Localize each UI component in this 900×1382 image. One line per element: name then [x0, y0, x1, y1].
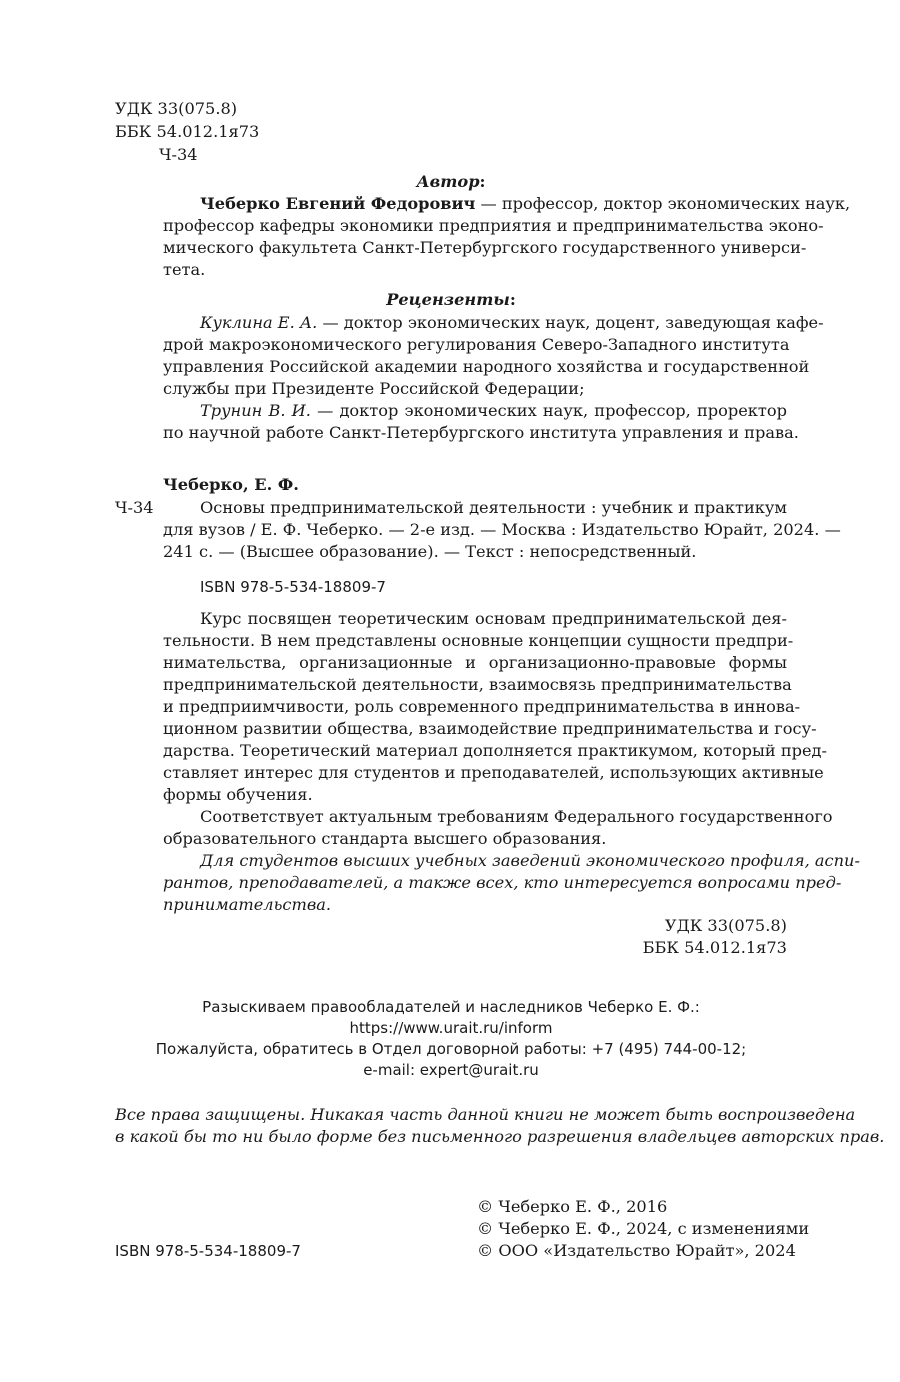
catalog-block [163, 497, 841, 563]
reviewer-line: Трунин В. И. — доктор экономических наук, профессор, проректор [200, 401, 787, 420]
reviewer-1-name: Куклина Е. А. [200, 313, 318, 332]
rights-holders-line: e-mail: expert@urait.ru [363, 1061, 539, 1079]
copyright-notice [115, 1104, 885, 1148]
header-code: Ч-34 [159, 145, 198, 164]
author-line: Чеберко Евгений Федорович — профессор, доктор экономических наук, [200, 194, 851, 213]
copyright-line: © Чеберко Е. Ф., 2016 [477, 1197, 668, 1216]
author-name: Чеберко Евгений Федорович [200, 194, 476, 213]
copyright-line: © ООО «Издательство Юрайт», 2024 [477, 1241, 796, 1260]
annotation-line: дарства. Теоретический материал дополняется практикумом, который пред- [163, 741, 827, 760]
author-line: мического факультета Санкт-Петербургского государственного универси- [163, 238, 807, 257]
catalog-line: Основы предпринимательской деятельности : учебник и практикум [200, 498, 787, 517]
copyright-notice-line: в какой бы то ни было форме без письменного разрешения владельцев авторских прав. [115, 1127, 885, 1146]
reviewer-line: дрой макроэкономического регулирования Северо-Западного института [163, 335, 790, 354]
reviewer-2-name: Трунин В. И. [200, 401, 311, 420]
annotation-line: нимательства, организационные и организационно-правовые формы [163, 653, 787, 672]
reviewer-line: по научной работе Санкт-Петербургского института управления и права. [163, 423, 799, 442]
reviewer-line: Куклина Е. А. — доктор экономических наук, доцент, заведующая кафе- [200, 313, 824, 332]
annotation-line: предпринимательской деятельности, взаимосвязь предпринимательства [163, 675, 792, 694]
reviewers-heading-label: Рецензенты [386, 290, 510, 309]
header-bbk: ББК 54.012.1я73 [115, 122, 260, 141]
annotation-line: образовательного стандарта высшего образования. [163, 829, 607, 848]
annotation-line: Для студентов высших учебных заведений экономического профиля, аспи- [200, 851, 860, 870]
copyright-notice-line: Все права защищены. Никакая часть данной книги не может быть воспроизведена [115, 1105, 856, 1124]
annotation-line: ционном развитии общества, взаимодействие предпринимательства и госу- [163, 719, 817, 738]
annotation-bbk: ББК 54.012.1я73 [642, 938, 787, 957]
annotation-line: принимательства. [163, 895, 332, 914]
reviewer-line: управления Российской академии народного хозяйства и государственной [163, 357, 810, 376]
rights-holders-block [115, 997, 787, 1081]
catalog-author: Чеберко, Е. Ф. [163, 475, 299, 494]
author-heading-label: Автор [416, 172, 480, 191]
author-line: профессор кафедры экономики предприятия и предпринимательства эконо- [163, 216, 824, 235]
footer-copyrights [477, 1196, 809, 1262]
catalog-line: 241 с. — (Высшее образование). — Текст : непосредственный. [163, 542, 697, 561]
annotation-line: и предприимчивости, роль современного предпринимательства в иннова- [163, 697, 801, 716]
catalog-isbn: ISBN 978-5-534-18809-7 [200, 578, 386, 596]
annotation-udk: УДК 33(075.8) [664, 916, 787, 935]
reviewers-heading: Рецензенты: [386, 290, 516, 309]
annotation-line: ставляет интерес для студентов и преподавателей, использующих активные [163, 763, 824, 782]
footer-isbn: ISBN 978-5-534-18809-7 [115, 1242, 301, 1260]
author-heading: Автор: [416, 172, 486, 191]
annotation-line: Курс посвящен теоретическим основам предпринимательской дея- [200, 609, 787, 628]
annotation-line: тельности. В нем представлены основные концепции сущности предпри- [163, 631, 794, 650]
header-udk: УДК 33(075.8) [115, 99, 238, 118]
catalog-line: для вузов / Е. Ф. Чеберко. — 2-е изд. — Москва : Издательство Юрайт, 2024. — [163, 520, 841, 539]
rights-holders-line: Пожалуйста, обратитесь в Отдел договорной работы: +7 (495) 744-00-12; [155, 1040, 747, 1058]
reviewer-line: службы при Президенте Российской Федерации; [163, 379, 585, 398]
author-line: тета. [163, 260, 206, 279]
author-block [163, 193, 851, 281]
rights-holders-line: Разыскиваем правообладателей и наследников Чеберко Е. Ф.: https://www.urait.ru/inform [202, 998, 700, 1037]
copyright-line: © Чеберко Е. Ф., 2024, с изменениями [477, 1219, 810, 1238]
annotation-line: формы обучения. [163, 785, 313, 804]
catalog-code: Ч-34 [115, 498, 154, 517]
reviewers-block [163, 312, 824, 444]
annotation-line: рантов, преподавателей, а также всех, кто интересуется вопросами пред- [163, 873, 842, 892]
annotation-line: Соответствует актуальным требованиям Федерального государственного [200, 807, 833, 826]
annotation-block [163, 608, 860, 916]
